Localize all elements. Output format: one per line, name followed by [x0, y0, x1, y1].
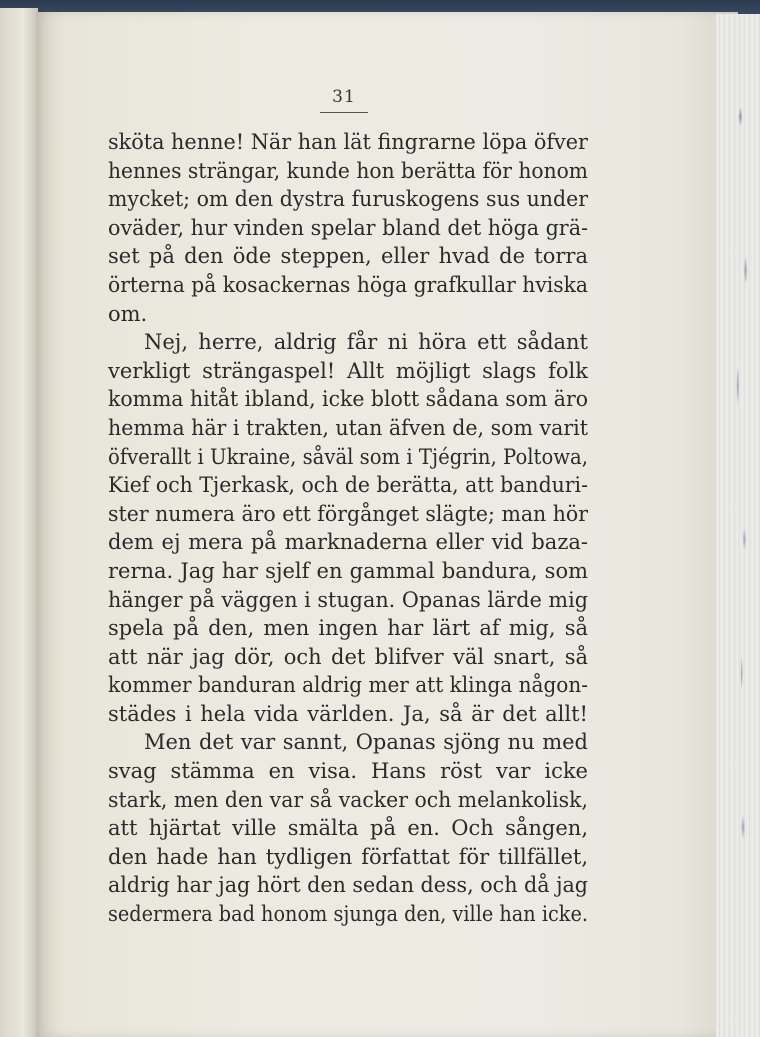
text-line: oväder, hur vinden spelar bland det höga grä- [108, 215, 588, 240]
page-number-rule [320, 112, 368, 113]
page-text [108, 128, 588, 929]
text-line: hennes strängar, kunde hon berätta för honom [108, 158, 588, 183]
text-line: verkligt strängaspel! Allt möjligt slags folk [108, 358, 588, 383]
text-line: öfverallt i Ukraine, såväl som i Tjégrin, Poltowa, [108, 444, 588, 469]
text-line: set på den öde steppen, eller hvad de torra [108, 244, 588, 269]
facing-page-edge [0, 8, 38, 1037]
text-line: komma hitåt ibland, icke blott sådana som äro [108, 387, 588, 412]
text-line: sköta henne! När han lät fingrarne löpa öfver [108, 130, 588, 154]
text-line: hemma här i trakten, utan äfven de, som varit [108, 415, 588, 440]
text-line: stark, men den var så vacker och melankolisk, [108, 787, 588, 812]
text-line: att hjärtat ville smälta på en. Och sången, [108, 816, 588, 841]
text-line: hänger på väggen i stugan. Opanas lärde mig [108, 587, 588, 612]
text-line: Kief och Tjerkask, och de berätta, att banduri- [108, 473, 588, 498]
text-line: den hade han tydligen författat för tillfället, [108, 844, 588, 869]
text-line: ster numera äro ett förgånget slägte; man hör [108, 501, 588, 526]
text-line: Nej, herre, aldrig får ni höra ett sådant [144, 330, 588, 355]
text-line: spela på den, men ingen har lärt af mig, så [108, 616, 588, 641]
text-line: aldrig har jag hört den sedan dess, och då jag [108, 873, 588, 898]
text-line: städes i hela vida världen. Ja, så är det allt! [108, 701, 588, 726]
edge-stain-marks [730, 40, 756, 1000]
text-line: rerna. Jag har sjelf en gammal bandura, som [108, 558, 588, 583]
text-line: Men det var sannt, Opanas sjöng nu med [144, 730, 588, 755]
text-line: sedermera bad honom sjunga den, ville han icke. [108, 902, 588, 927]
text-line: att när jag dör, och det blifver väl snart, så [108, 644, 588, 669]
text-line: örterna på kosackernas höga grafkullar hviska [108, 272, 588, 297]
text-line: dem ej mera på marknaderna eller vid baza- [108, 530, 588, 555]
text-line: om. [108, 301, 148, 326]
page-number: 31 [332, 87, 356, 107]
text-line: kommer banduran aldrig mer att klinga någon- [108, 673, 588, 698]
text-line: svag stämma en visa. Hans röst var icke [108, 759, 588, 784]
text-line: mycket; om den dystra furuskogens sus under [108, 187, 588, 212]
